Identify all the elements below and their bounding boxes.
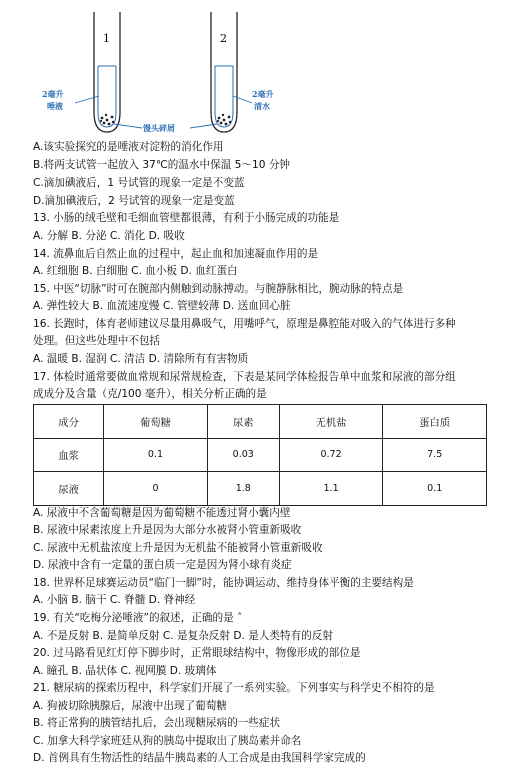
- tube-1-label-liquid: 唾液: [47, 101, 63, 111]
- table-cell: 0: [104, 472, 208, 506]
- q21-stem: 21. 糖尿病的探索历程中，科学家们开展了一系列实验。下列事实与科学史不相符的是: [33, 682, 435, 694]
- q13-stem: 13. 小肠的绒毛壁和毛细血管壁都很薄，有利于小肠完成的功能是: [33, 212, 340, 224]
- test-tube-2: [211, 12, 237, 132]
- table-header-row: [34, 405, 487, 439]
- q21-option-b: B. 将正常狗的胰管结扎后，会出现糖尿病的一些症状: [33, 717, 281, 729]
- q19-stem: 19. 有关“吃梅分泌唾液”的叙述，正确的是 ˆ: [33, 612, 243, 624]
- plasma-urine-table: [33, 404, 487, 506]
- q14-stem: 14. 流鼻血后自然止血的过程中，起止血和加速凝血作用的是: [33, 248, 319, 260]
- test-tube-1: [94, 12, 120, 132]
- q16-stem-cont: 处理。但这些处理中不包括: [33, 335, 161, 347]
- table-header-cell: 尿素: [207, 405, 279, 439]
- table-cell: 尿液: [34, 472, 104, 506]
- tube-2-number: 2: [220, 32, 227, 45]
- test-tube-figure: [0, 0, 528, 140]
- table-header-cell: 无机盐: [279, 405, 383, 439]
- q16-options: A. 温暖 B. 湿润 C. 清洁 D. 清除所有有害物质: [33, 353, 249, 365]
- q12-option-c: C.滴加碘液后，1 号试管的现象一定是不变蓝: [33, 177, 245, 189]
- q21-option-d: D. 首例具有生物活性的结晶牛胰岛素的人工合成是由我国科学家完成的: [33, 752, 366, 764]
- table-cell: 血浆: [34, 438, 104, 472]
- tube-2-label-liquid: 清水: [254, 101, 270, 111]
- table-cell: 0.72: [279, 438, 383, 472]
- q14-options: A. 红细胞 B. 白细胞 C. 血小板 D. 血红蛋白: [33, 265, 238, 277]
- q21-option-a: A. 狗被切除胰腺后，尿液中出现了葡萄糖: [33, 700, 227, 712]
- table-cell: 0.1: [104, 438, 208, 472]
- tube-1-label-volume: 2毫升: [42, 89, 64, 99]
- q16-stem: 16. 长跑时，体育老师建议尽量用鼻吸气，用嘴呼气，原理是鼻腔能对吸入的气体进行多种: [33, 318, 456, 330]
- q13-options: A. 分解 B. 分泌 C. 消化 D. 吸收: [33, 230, 185, 242]
- table-cell: 1.1: [279, 472, 383, 506]
- q17-option-a: A. 尿液中不含葡萄糖是因为葡萄糖不能透过肾小囊内壁: [33, 507, 291, 519]
- table-header-cell: 蛋白质: [383, 405, 487, 439]
- q17-option-d: D. 尿液中含有一定量的蛋白质一定是因为肾小球有炎症: [33, 559, 292, 571]
- tube-2-label-volume: 2毫升: [252, 89, 274, 99]
- table-row: [34, 438, 487, 472]
- q15-stem: 15. 中医“切脉”时可在腕部内侧触到动脉搏动。与腕静脉相比，腕动脉的特点是: [33, 283, 404, 295]
- table-cell: 1.8: [207, 472, 279, 506]
- table-header-cell: 成分: [34, 405, 104, 439]
- q20-stem: 20. 过马路看见红灯停下脚步时，正常眼球结构中，物像形成的部位是: [33, 647, 361, 659]
- tube-1-number: 1: [103, 32, 110, 45]
- q17-option-b: B. 尿液中尿素浓度上升是因为大部分水被肾小管重新吸收: [33, 524, 302, 536]
- table-cell: 0.1: [383, 472, 487, 506]
- q17-stem-cont: 成成分及含量（克/100 毫升），相关分析正确的是: [33, 388, 267, 400]
- q15-options: A. 弹性较大 B. 血流速度慢 C. 管壁较薄 D. 送血回心脏: [33, 300, 291, 312]
- bread-crumbs-label: 馒头碎屑: [143, 123, 175, 133]
- q12-option-b: B.将两支试管一起放入 37℃的温水中保温 5～10 分钟: [33, 159, 291, 171]
- q19-options: A. 不是反射 B. 是简单反射 C. 是复杂反射 D. 是人类特有的反射: [33, 630, 333, 642]
- q17-option-c: C. 尿液中无机盐浓度上升是因为无机盐不能被肾小管重新吸收: [33, 542, 323, 554]
- q12-option-a: A.该实验探究的是唾液对淀粉的消化作用: [33, 141, 224, 153]
- q20-options: A. 瞳孔 B. 晶状体 C. 视网膜 D. 玻璃体: [33, 665, 217, 677]
- table-cell: 0.03: [207, 438, 279, 472]
- q12-option-d: D.滴加碘液后，2 号试管的现象一定是变蓝: [33, 195, 235, 207]
- table-cell: 7.5: [383, 438, 487, 472]
- q21-option-c: C. 加拿大科学家班廷从狗的胰岛中提取出了胰岛素并命名: [33, 735, 302, 747]
- q17-stem: 17. 体检时通常要做血常规和尿常规检查，下表是某同学体检报告单中血浆和尿液的部分组: [33, 371, 456, 383]
- table-row: [34, 472, 487, 506]
- q18-stem: 18. 世界杯足球赛运动员“临门一脚”时，能协调运动、维持身体平衡的主要结构是: [33, 577, 414, 589]
- q18-options: A. 小脑 B. 脑干 C. 脊髓 D. 脊神经: [33, 594, 196, 606]
- table-header-cell: 葡萄糖: [104, 405, 208, 439]
